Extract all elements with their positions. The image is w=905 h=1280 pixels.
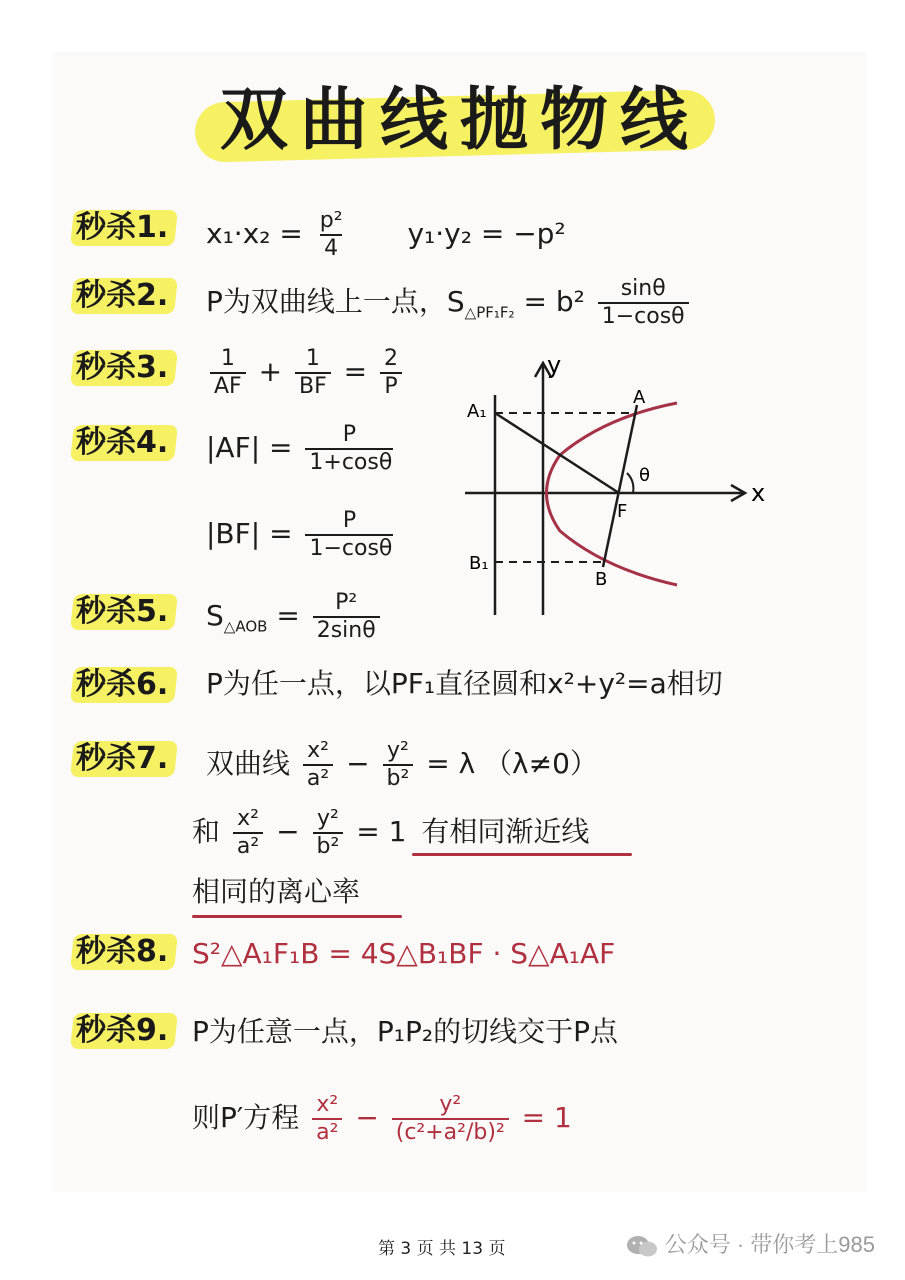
label-x: x — [751, 479, 766, 507]
label-y: y — [547, 355, 562, 379]
page-number: 第 3 页 共 13 页 — [378, 1239, 506, 1259]
label-6: 秒杀6. — [76, 667, 169, 702]
formula-9-line1: P为任意一点，P₁P₂的切线交于P点 — [192, 1015, 618, 1048]
underline-eccentricity — [192, 915, 402, 918]
label-b: B — [595, 569, 608, 590]
label-5: 秒杀5. — [76, 594, 169, 629]
formula-4a: |AF| = $\frac{P}{1+\cos\theta}$ — [206, 422, 393, 475]
label-b1: B₁ — [469, 553, 489, 574]
label-7: 秒杀7. — [76, 741, 169, 776]
label-2: 秒杀2. — [76, 278, 169, 313]
label-8: 秒杀8. — [76, 934, 169, 969]
underline-asymptote — [412, 853, 632, 856]
label-4: 秒杀4. — [76, 425, 169, 460]
angle-arc — [627, 473, 633, 493]
formula-2: P为双曲线上一点，$S_{\triangle PF_1F_2} = b^2$ $\frac{\sin\theta}{1-\cos\theta}$ — [206, 276, 693, 333]
formula-3: $\frac{1}{AF}$ + $\frac{1}{BF}$ = $\frac{2}{P}$ — [206, 346, 406, 400]
label-a1: A₁ — [467, 401, 487, 422]
page-title: 双曲线抛物线 — [219, 81, 700, 160]
line-a1-f — [495, 413, 619, 493]
formula-4b: |BF| = $\frac{P}{1-\cos\theta}$ — [206, 508, 393, 561]
formula-7-line2: 和 $\frac{\text{x²}}{\text{a²}}$ − $\frac{\text{y²}}{\text{b²}}$ = 1 有相同渐近线 — [192, 806, 590, 859]
formula-6: P为任一点，以PF₁直径圆和x²+y²=a相切 — [206, 667, 723, 700]
formula-1: x₁·x₂ = $\frac{\text{p²}}{4}$ y₁·y₂ = −p² — [206, 208, 566, 261]
formula-7-line1: 双曲线 $\frac{\text{x²}}{\text{a²}}$ − $\frac{\text{y²}}{\text{b²}}$ = λ （λ≠0） — [206, 738, 598, 791]
watermark: 公众号 · 带你考上985 — [625, 1228, 875, 1259]
label-theta: θ — [639, 465, 651, 486]
formula-5: $S_{\triangle AOB}$ = $\frac{\text{P²}}{2\sin\theta}$ — [206, 590, 384, 647]
formula-8: S²△A₁F₁B = 4S△B₁BF · S△A₁AF — [192, 937, 616, 970]
label-f: F — [617, 501, 628, 522]
parabola-diagram — [455, 355, 785, 620]
label-a: A — [633, 387, 646, 408]
label-9: 秒杀9. — [76, 1013, 169, 1048]
formula-9-line2: 则P′方程 $\frac{\text{x²}}{\text{a²}}$ − $\frac{\text{y²}}{\text{(c²+a²/b)²}}$ = 1 — [192, 1092, 572, 1145]
label-3: 秒杀3. — [76, 350, 169, 385]
wechat-icon — [625, 1234, 659, 1258]
label-1: 秒杀1. — [76, 210, 169, 245]
formula-7-line3: 相同的离心率 — [192, 875, 361, 908]
